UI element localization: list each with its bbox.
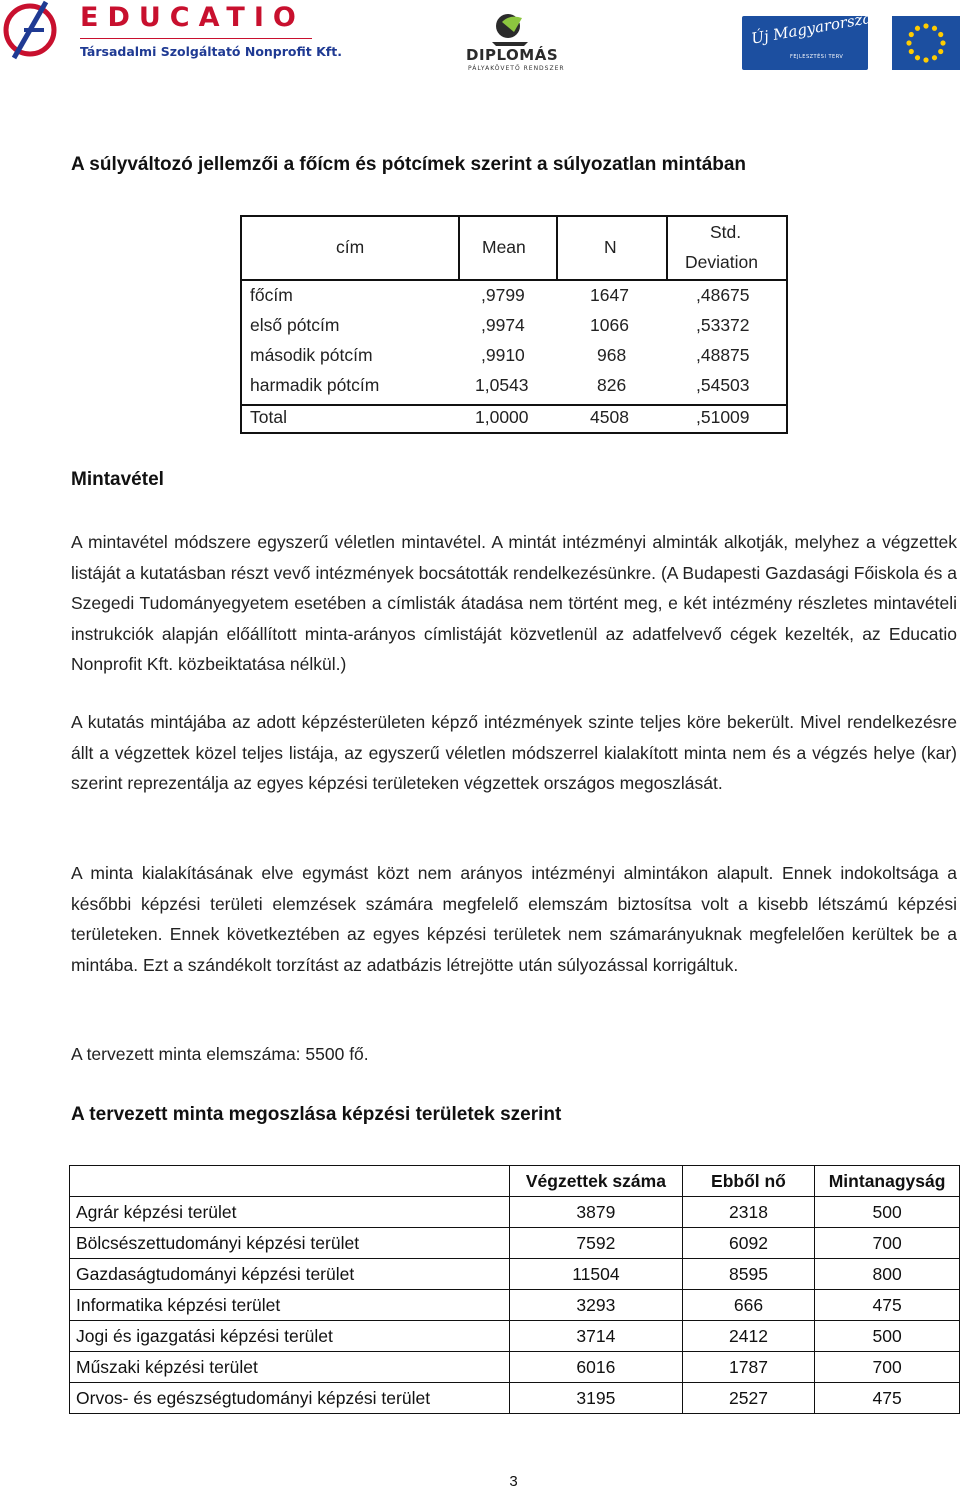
row-sample: 475 (815, 1290, 960, 1321)
page-number: 3 (509, 1473, 518, 1490)
table-row (70, 1197, 960, 1228)
section-title-mintavetel: Mintavétel (71, 469, 164, 490)
row-mean: ,9799 (481, 285, 525, 305)
eu-flag-icon (892, 16, 960, 70)
paragraph (71, 858, 957, 980)
eu-star (909, 49, 914, 54)
eu-star (940, 40, 945, 45)
diplomas-logo (460, 12, 570, 74)
row-sample: 800 (815, 1259, 960, 1290)
row-sample: 700 (815, 1352, 960, 1383)
header-sample-size: Mintanagyság (815, 1166, 960, 1197)
eu-star (915, 26, 920, 31)
row-women: 8595 (682, 1259, 814, 1290)
total-label: Total (250, 407, 287, 427)
row-sample: 500 (815, 1321, 960, 1352)
row-area: Bölcsészettudományi képzési terület (70, 1228, 510, 1259)
table-header-row (70, 1166, 960, 1197)
educatio-subtitle: Társadalmi Szolgáltató Nonprofit Kft. (80, 44, 342, 59)
row-mean: ,9910 (481, 345, 525, 365)
umft-subtitle: FEJLESZTÉSI TERV (790, 54, 844, 60)
row-area: Műszaki képzési terület (70, 1352, 510, 1383)
weight-stats-table (240, 215, 788, 434)
row-mean: 1,0543 (475, 375, 529, 395)
row-women: 1787 (682, 1352, 814, 1383)
row-label: harmadik pótcím (250, 375, 380, 395)
total-mean: 1,0000 (475, 407, 529, 427)
row-graduates: 3714 (510, 1321, 683, 1352)
row-n: 826 (597, 375, 627, 395)
row-area: Agrár képzési terület (70, 1197, 510, 1228)
row-area: Jogi és igazgatási képzési terület (70, 1321, 510, 1352)
eu-star (932, 55, 937, 60)
eu-star (909, 32, 914, 37)
table-row (70, 1383, 960, 1414)
eu-star (923, 23, 928, 28)
paragraph-text: A mintavétel módszere egyszerű véletlen mintavétel. A mintát intézményi alminták alkotják, melyhez a végzettek listáját a kutatásban részt vevő intézmények bocsátották rendelkezésünkre. (A Budapesti Gazdasági Főiskola és a Szegedi Tudományegyetem esetében a címlisták átadása nem történt meg, e két intézmény részletes mintavételi instrukciók alapján előállított minta-arányos címlistáját közvetlenül az adatfelvevő cégek kezelték, az Educatio Nonprofit Kft. közbeiktatása nélkül.) (71, 532, 957, 674)
table-row (70, 1228, 960, 1259)
header-women: Ebből nő (682, 1166, 814, 1197)
section-title-distribution: A tervezett minta megoszlása képzési területek szerint (71, 1104, 562, 1125)
row-n: 1647 (590, 285, 629, 305)
row-area: Gazdaságtudományi képzési terület (70, 1259, 510, 1290)
row-sample: 700 (815, 1228, 960, 1259)
row-graduates: 3293 (510, 1290, 683, 1321)
table1-title: A súlyváltozó jellemzői a főícm és pótcímek szerint a súlyozatlan mintában (71, 154, 747, 175)
paragraph-text: A minta kialakításának elve egymást közt nem arányos intézményi almintákon alapult. Ennek indokoltsága a későbbi képzési területi elemzések számára megfelelő elemszám biztosítsa volt a kisebb létszámú képzési területeken. Ennek következtében az egyes képzési területek nem számarányuknak megfelelően kerültek be a mintába. Ezt a szándékolt torzítást az adatbázis létrejötte után súlyozással korrigáltuk. (71, 863, 957, 975)
row-graduates: 7592 (510, 1228, 683, 1259)
row-graduates: 6016 (510, 1352, 683, 1383)
diplomas-wordmark: DIPLOMÁS (466, 46, 559, 64)
header-graduates: Végzettek száma (510, 1166, 683, 1197)
table-row (70, 1259, 960, 1290)
header-mean: Mean (482, 237, 526, 257)
total-std: ,51009 (696, 407, 750, 427)
eu-star (923, 57, 928, 62)
row-women: 666 (682, 1290, 814, 1321)
row-label: második pótcím (250, 345, 373, 365)
header-blank (70, 1166, 510, 1197)
row-women: 6092 (682, 1228, 814, 1259)
row-sample: 475 (815, 1383, 960, 1414)
paragraph (71, 1039, 957, 1070)
row-area: Orvos- és egészségtudományi képzési terület (70, 1383, 510, 1414)
distribution-table (69, 1165, 960, 1414)
educatio-wordmark: EDUCATIO (80, 2, 305, 33)
header-std: Std. (710, 222, 742, 242)
row-std: ,48875 (696, 345, 750, 365)
row-women: 2318 (682, 1197, 814, 1228)
paragraph-text: A kutatás mintájába az adott képzésterületen képző intézmények szinte teljes köre bekerült. Mivel rendelkezésre állt a végzettek közel teljes listája, az egyszerű véletlen módszerrel kialakított minta nem és a végzés helye (kar) szerint reprezentálja az egyes képzési területeken végzettek országos megoszlását. (71, 712, 957, 793)
umft-wordmark: Új Magyarország (750, 7, 883, 48)
row-graduates: 11504 (510, 1259, 683, 1290)
row-sample: 500 (815, 1197, 960, 1228)
row-women: 2527 (682, 1383, 814, 1414)
row-std: ,48675 (696, 285, 750, 305)
paragraph (71, 707, 957, 799)
educatio-logo (0, 0, 342, 70)
paragraph (71, 527, 957, 680)
eu-star (932, 26, 937, 31)
row-std: ,54503 (696, 375, 750, 395)
header-cim: cím (336, 237, 365, 257)
row-graduates: 3879 (510, 1197, 683, 1228)
header-n: N (604, 237, 617, 257)
eu-star (906, 40, 911, 45)
eu-star (938, 49, 943, 54)
educatio-emblem-icon (0, 0, 70, 64)
row-women: 2412 (682, 1321, 814, 1352)
row-n: 968 (597, 345, 627, 365)
diplomas-emblem-icon (488, 12, 538, 48)
row-mean: ,9974 (481, 315, 525, 335)
diplomas-subtitle: PÁLYAKÖVETŐ RENDSZER (468, 65, 565, 72)
eu-star (938, 32, 943, 37)
table-row (70, 1352, 960, 1383)
table-row (70, 1321, 960, 1352)
row-label: első pótcím (250, 315, 340, 335)
row-std: ,53372 (696, 315, 750, 335)
eu-star (915, 55, 920, 60)
header-deviation: Deviation (685, 252, 758, 272)
umft-logo (742, 7, 960, 72)
row-graduates: 3195 (510, 1383, 683, 1414)
umft-badge (742, 7, 883, 70)
paragraph-text: A tervezett minta elemszáma: 5500 fő. (71, 1044, 369, 1064)
row-area: Informatika képzési terület (70, 1290, 510, 1321)
table-row (70, 1290, 960, 1321)
row-n: 1066 (590, 315, 629, 335)
total-n: 4508 (590, 407, 629, 427)
row-label: főcím (250, 285, 293, 305)
